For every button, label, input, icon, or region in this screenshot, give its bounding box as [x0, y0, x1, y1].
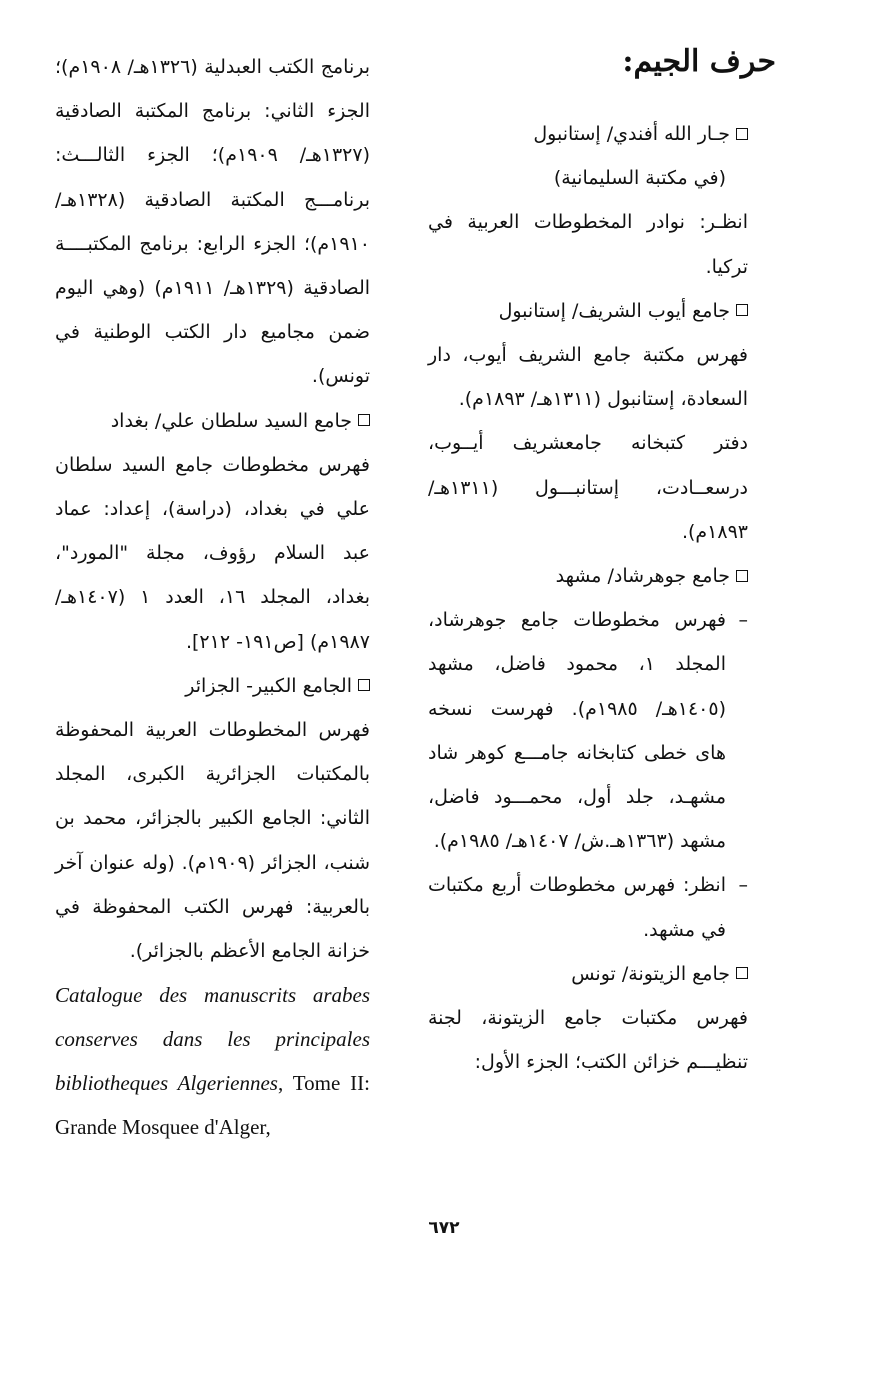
- page-number: ٦٧٢: [428, 1218, 460, 1238]
- entry-title: جامع جوهرشاد/ مشهد: [428, 554, 748, 598]
- entry-paragraph: فهرس المخطوطات العربية المحفوظة بالمكتبات الجزائرية الكبرى، المجلد الثاني: الجامع الكبير بالجزائر، محمد بن شنب، الجزائر (١٩٠٩م). (وله عنوان آخر بالعربية: فهرس الكتب المحفوظة في خزانة الجامع الأعظم بالجزائر).: [55, 719, 370, 963]
- entry-paragraph: دفتر كتبخانه جامعشريف أيــوب، درسعــادت، إستانبـــول (١٣١١هـ/ ١٨٩٣م).: [428, 432, 748, 543]
- dash-list-item: –انظر: فهرس مخطوطات أربع مكتبات في مشهد.: [428, 863, 748, 951]
- entry-title: جامع السيد سلطان علي/ بغداد: [55, 399, 370, 443]
- checkbox-square-icon: [736, 304, 748, 316]
- right-column: [428, 112, 748, 1084]
- checkbox-square-icon: [736, 570, 748, 582]
- entry-paragraph: فهرس مكتبات جامع الزيتونة، لجنة تنظيـــم خزائن الكتب؛ الجزء الأول:: [428, 1007, 748, 1074]
- latin-citation: [55, 973, 370, 1149]
- entry-title: جامع أيوب الشريف/ إستانبول: [428, 289, 748, 333]
- checkbox-square-icon: [736, 967, 748, 979]
- entry-paragraph: فهرس مخطوطات جامع السيد سلطان علي في بغداد، (دراسة)، إعداد: عماد عبد السلام رؤوف، مجلة "المورد"، بغداد، المجلد ١٦، العدد ١ (١٤٠٧هـ/ ١٩٨٧م) [ص١٩١- ٢١٢].: [55, 453, 370, 653]
- checkbox-square-icon: [358, 414, 370, 426]
- entry-subtitle: (في مكتبة السليمانية): [553, 167, 726, 190]
- dash-bullet: –: [738, 874, 748, 897]
- checkbox-square-icon: [358, 679, 370, 691]
- left-column: [55, 45, 370, 1149]
- dash-list-item: –فهرس مخطوطات جامع جوهرشاد، المجلد ١، محمود فاضل، مشهد (١٤٠٥هـ/ ١٩٨٥م). فهرست نسخه هاى خطى كتابخانه جامـــع كوهر شاد مشهـد، جلد أول، محمـــود فاضل، مشهد (١٣٦٣هـ.ش/ ١٤٠٧هـ/ ١٩٨٥م).: [428, 598, 748, 863]
- entry-title: جـار الله أفندي/ إستانبول: [428, 112, 748, 156]
- latin-title-rest: , Tome II: Grande Mosquee d'Alger,: [55, 1071, 370, 1140]
- continued-paragraph: برنامج الكتب العبدلية (١٣٢٦هـ/ ١٩٠٨م)؛ الجزء الثاني: برنامج المكتبة الصادقية (١٣٢٧هـ/ ١٩٠٩م)؛ الجزء الثالـــث: برنامـــج المكتبة الصادقية (١٣٢٨هـ/ ١٩١٠م)؛ الجزء الرابع: برنامج المكتبــــة الصادقية (١٣٢٩هـ/ ١٩١١م) (وهي اليوم ضمن مجاميع دار الكتب الوطنية في تونس).: [55, 56, 371, 388]
- section-heading: حرف الجيم:: [622, 44, 776, 79]
- checkbox-square-icon: [736, 128, 748, 140]
- dash-bullet: –: [738, 609, 748, 632]
- entry-title: الجامع الكبير- الجزائر: [55, 664, 370, 708]
- entry-title: جامع الزيتونة/ تونس: [428, 952, 748, 996]
- latin-title-italic: Catalogue des manuscrits arabes conserves dans les principales bibliotheques Algeriennes: [55, 983, 370, 1096]
- entry-paragraph: فهرس مكتبة جامع الشريف أيوب، دار السعادة، إستانبول (١٣١١هـ/ ١٨٩٣م).: [428, 344, 748, 411]
- entry-paragraph: انظـر: نوادر المخطوطات العربية في تركيا.: [428, 211, 748, 278]
